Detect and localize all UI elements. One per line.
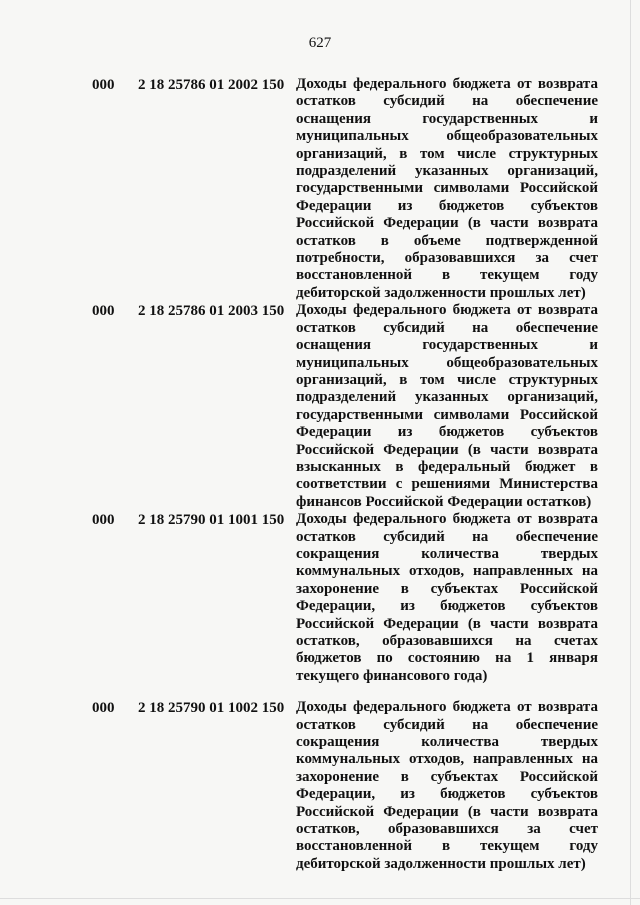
budget-classification-code: 2 18 25786 01 2003 150	[138, 303, 285, 320]
admin-code: 000	[92, 512, 115, 529]
budget-code-list	[0, 76, 640, 873]
budget-classification-code: 2 18 25786 01 2002 150	[138, 77, 285, 93]
budget-classification-code: 2 18 25790 01 1001 150	[138, 512, 285, 529]
budget-entry	[0, 76, 640, 302]
budget-entry	[0, 699, 640, 873]
admin-code: 000	[92, 77, 115, 93]
admin-code: 000	[92, 303, 115, 320]
income-description: Доходы федерального бюджета от возврата остатков субсидий на обеспечение оснащения государственных и муниципальных общеобразовательных организаций, в том числе структурных подразделений указанных организаций, государственными символами Российской Федерации из бюджетов субъектов Российской Федерации (в части возврата взысканных в федеральный бюджет в соответствии с решениями Министерства финансов Российской Федерации остатков)	[296, 302, 598, 510]
entry-spacer	[0, 685, 640, 699]
admin-code: 000	[92, 700, 115, 717]
budget-entry	[0, 302, 640, 511]
scan-bottom-line	[0, 898, 640, 899]
income-description: Доходы федерального бюджета от возврата остатков субсидий на обеспечение сокращения количества твердых коммунальных отходов, направленных на захоронение в субъектах Российской Федерации, из бюджетов субъектов Российской Федерации (в части возврата остатков, образовавшихся на счетах бюджетов по состоянию на 1 января текущего финансового года)	[296, 511, 598, 684]
income-description: Доходы федерального бюджета от возврата остатков субсидий на обеспечение сокращения количества твердых коммунальных отходов, направленных на захоронение в субъектах Российской Федерации, из бюджетов субъектов Российской Федерации (в части возврата остатков, образовавшихся за счет восстановленной в текущем году дебиторской задолженности прошлых лет)	[296, 699, 598, 872]
budget-entry	[0, 511, 640, 685]
page-number: 627	[308, 35, 332, 51]
budget-classification-code: 2 18 25790 01 1002 150	[138, 700, 285, 717]
income-description: Доходы федерального бюджета от возврата остатков субсидий на обеспечение оснащения государственных и муниципальных общеобразовательных организаций, в том числе структурных подразделений указанных организаций, государственными символами Российской Федерации из бюджетов субъектов Российской Федерации (в части возврата остатков в объеме подтвержденной потребности, образовавшихся за счет восстановленной в текущем году дебиторской задолженности прошлых лет)	[296, 76, 598, 301]
scan-edge-line	[630, 0, 631, 905]
